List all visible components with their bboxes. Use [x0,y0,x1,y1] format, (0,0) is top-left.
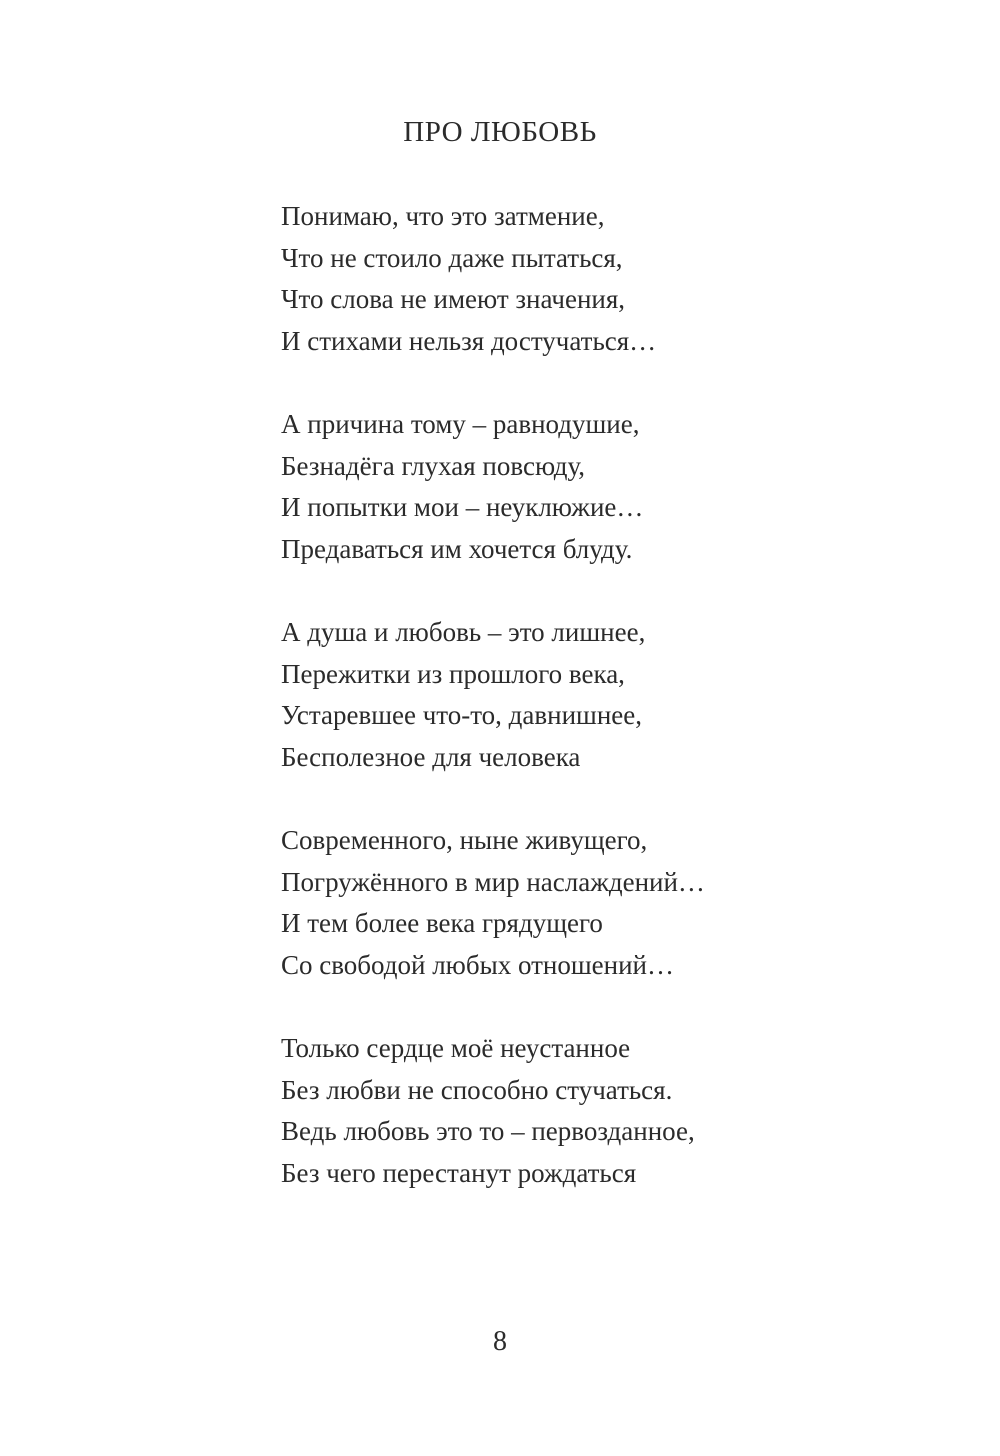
poem-body [281,196,941,1236]
poem-line: И тем более века грядущего [281,908,603,938]
poem-line: И попытки мои – неуклюжие… [281,492,644,522]
poem-title: ПРО ЛЮБОВЬ [403,116,597,148]
poem-line: Безнадёга глухая повсюду, [281,450,586,481]
stanza-2 [281,404,941,570]
stanza-4 [281,820,941,986]
poem-line: А душа и любовь – это лишнее, [281,617,646,647]
stanza-1 [281,196,941,362]
poem-line: Ведь любовь это то – первозданное, [281,1116,695,1146]
page-number: 8 [493,1326,507,1357]
poem-line: Что слова не имеют значения, [281,284,626,314]
poem-line: Бесполезное для человека [281,741,581,772]
poem-line: И стихами нельзя достучаться… [281,325,657,356]
poem-line: Погружённого в мир наслаждений… [281,866,705,897]
poem-line: Со свободой любых отношений… [281,949,674,980]
poem-line: Что не стоило даже пытаться, [281,242,623,273]
poem-line: Современного, ныне живущего, [281,825,648,855]
stanza-5 [281,1028,941,1194]
poem-line: Без чего перестанут рождаться [281,1157,637,1188]
poem-line: Пережитки из прошлого века, [281,658,625,689]
poem-line: А причина тому – равнодушие, [281,409,640,439]
poem-line: Устаревшее что-то, давнишнее, [281,700,642,730]
poem-line: Без любви не способно стучаться. [281,1074,673,1105]
poem-line: Понимаю, что это затмение, [281,201,605,231]
stanza-3 [281,612,941,778]
poem-line: Только сердце моё неустанное [281,1033,631,1063]
poem-line: Предаваться им хочется блуду. [281,533,633,564]
